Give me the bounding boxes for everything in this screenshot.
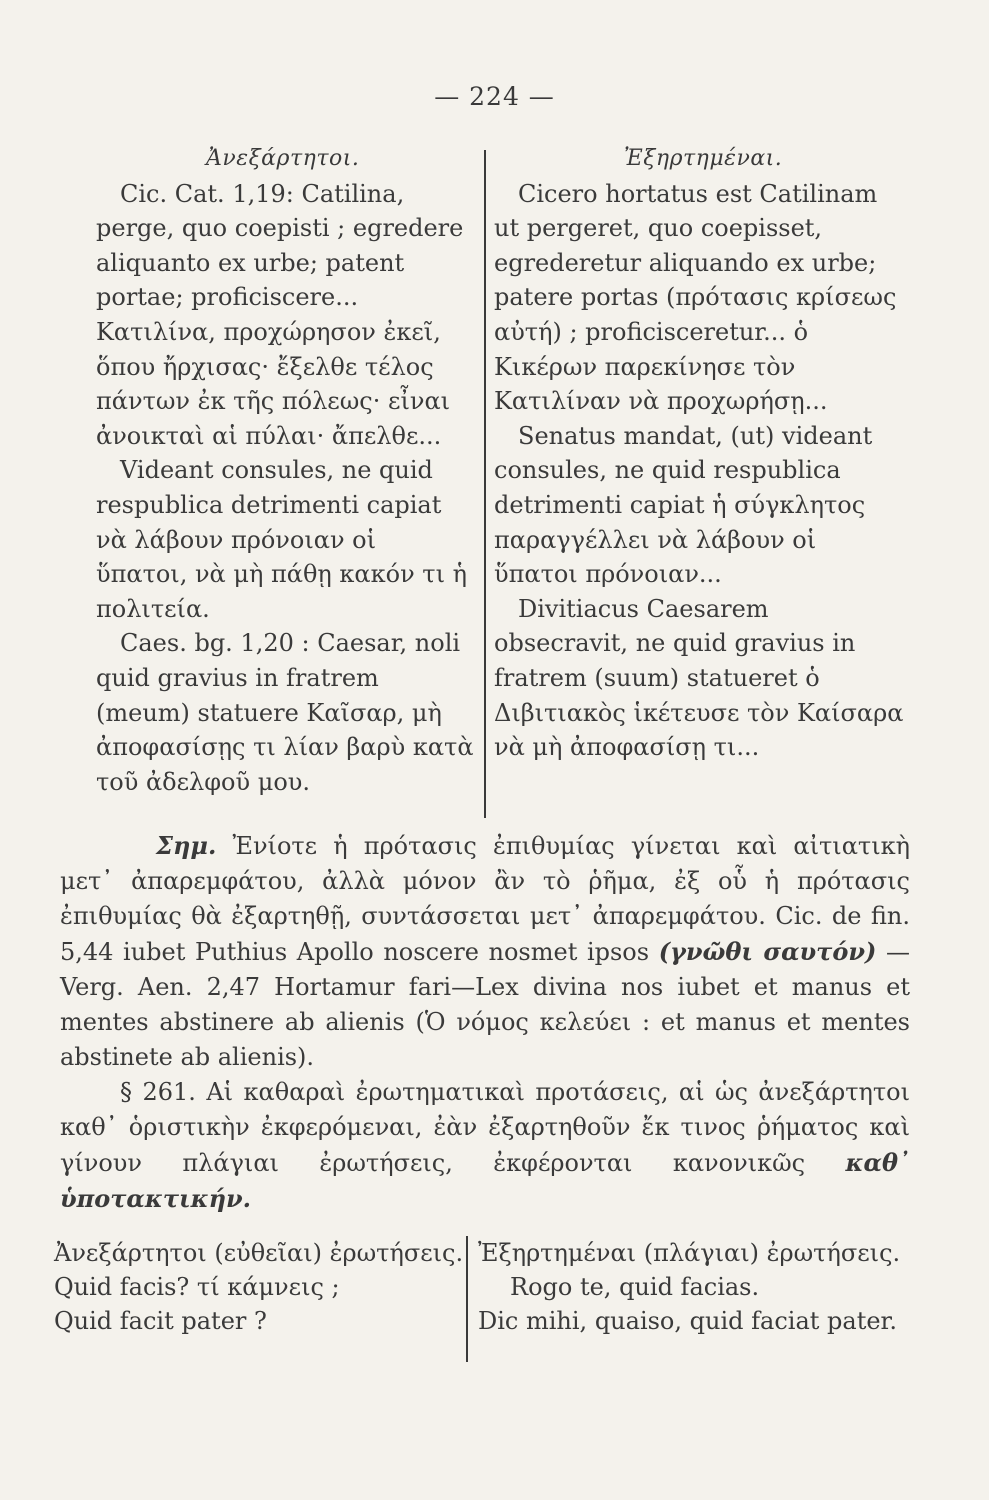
section-number: § 261. xyxy=(120,1078,196,1106)
note-text: Ἐνίοτε ἡ πρότασις ἐπιθυμίας γίνεται καὶ αἰτιατικὴ μετ᾽ ἀπαρεμφάτου, ἀλλὰ μόνον ἂν τὸ ῥῆμα, ἐξ οὗ ἡ πρότασις ἐπιθυμίας θὰ ἐξαρτηθῇ, συντάσσεται μετ᾽ ἀπαρεμφάτου. Cic. de fin. 5,44 iubet Puthius Apollo noscere nosmet ipsos xyxy=(60,832,910,966)
page-number: — 224 — xyxy=(434,82,555,111)
note-paragraph xyxy=(60,828,910,1075)
section-text: Αἱ καθαραὶ ἐρωτηματικαὶ προτάσεις, αἱ ὡς ἀνεξάρτητοι καθ᾽ ὁριστικὴν ἐκφερόμεναι, ἐὰν ἐξαρτηθοῦν ἔκ τινος ῥήματος καὶ γίνουν πλάγιαι ἐρωτήσεις, ἐκφέρονται κανονικῶς xyxy=(60,1078,910,1177)
right-paragraph: Divitiacus Caesarem obsecravit, ne quid gravius in fratrem (suum) statueret ὁ Διβιτιακὸς ἱκέτευσε τὸν Καίσαρα νὰ μὴ ἀποφασίσῃ τι... xyxy=(494,594,904,762)
bottom-right-column xyxy=(478,1236,908,1338)
right-column xyxy=(494,142,904,765)
right-paragraph: Senatus mandat, (ut) videant consules, ne quid respublica detrimenti capiat ἡ σύγκλητος παραγγέλλει νὰ λάβουν οἱ ὕπατοι πρόνοιαν... xyxy=(494,421,873,589)
note-text-cont: —Verg. Aen. 2,47 Hortamur fari—Lex divina nos iubet et manus et mentes abstinere ab alienis (Ὁ νόμος κελεύει : et manus et mentes abstinete ab alienis). xyxy=(60,938,910,1071)
right-column-heading: Ἐξηρτημέναι. xyxy=(624,146,783,171)
left-column-heading: Ἀνεξάρτητοι. xyxy=(206,146,360,171)
bottom-left-line: Quid facit pater ? xyxy=(54,1307,267,1335)
bottom-right-heading: Ἐξηρτημέναι (πλάγιαι) ἐρωτήσεις. xyxy=(478,1239,901,1267)
bottom-divider xyxy=(466,1236,468,1362)
section-text-bold: καθ᾽ ὑποτακτικήν. xyxy=(60,1148,910,1213)
left-paragraph: Cic. Cat. 1,19: Catilina, perge, quo coepisti ; egredere aliquanto ex urbe; patent portae; proficiscere... Κατιλίνα, προχώρησον ἐκεῖ, ὅπου ἤρχισας· ἔξελθε τέλος πάντων ἐκ τῆς πόλεως· εἶναι ἀνοικταὶ αἱ πύλαι· ἄπελθε... xyxy=(96,179,464,450)
note-text-bold: (γνῶθι σαυτόν) xyxy=(658,937,877,966)
left-paragraph: Videant consules, ne quid respublica detrimenti capiat νὰ λάβουν πρόνοιαν οἱ ὕπατοι, νὰ μὴ πάθῃ κακόν τι ἡ πολιτεία. xyxy=(96,456,468,623)
bottom-left-heading: Ἀνεξάρτητοι (εὐθεῖαι) ἐρωτήσεις. xyxy=(54,1239,464,1267)
bottom-right-line: Dic mihi, quaiso, quid faciat pater. xyxy=(478,1307,898,1335)
bottom-right-line: Rogo te, quid facias. xyxy=(510,1273,760,1301)
note-block xyxy=(60,828,910,1217)
section-paragraph xyxy=(60,1075,910,1217)
column-divider xyxy=(484,150,486,818)
bottom-left-line: Quid facis? τί κάμνεις ; xyxy=(54,1273,340,1301)
note-label: Σημ. xyxy=(156,831,217,860)
right-paragraph: Cicero hortatus est Catilinam ut pergeret, quo coepisset, egrederetur aliquando ex urbe; patere portas (πρότασις κρίσεως αὐτή) ; proficisceretur... ὁ Κικέρων παρεκίνησε τὸν Κατιλίναν νὰ προχωρήσῃ... xyxy=(494,179,897,416)
left-column xyxy=(96,142,474,799)
left-paragraph: Caes. bg. 1,20 : Caesar, noli quid gravius in fratrem (meum) statuere Καῖσαρ, μὴ ἀποφασίσῃς τι λίαν βαρὺ κατὰ τοῦ ἀδελφοῦ μου. xyxy=(96,629,474,796)
bottom-left-column xyxy=(54,1236,464,1338)
